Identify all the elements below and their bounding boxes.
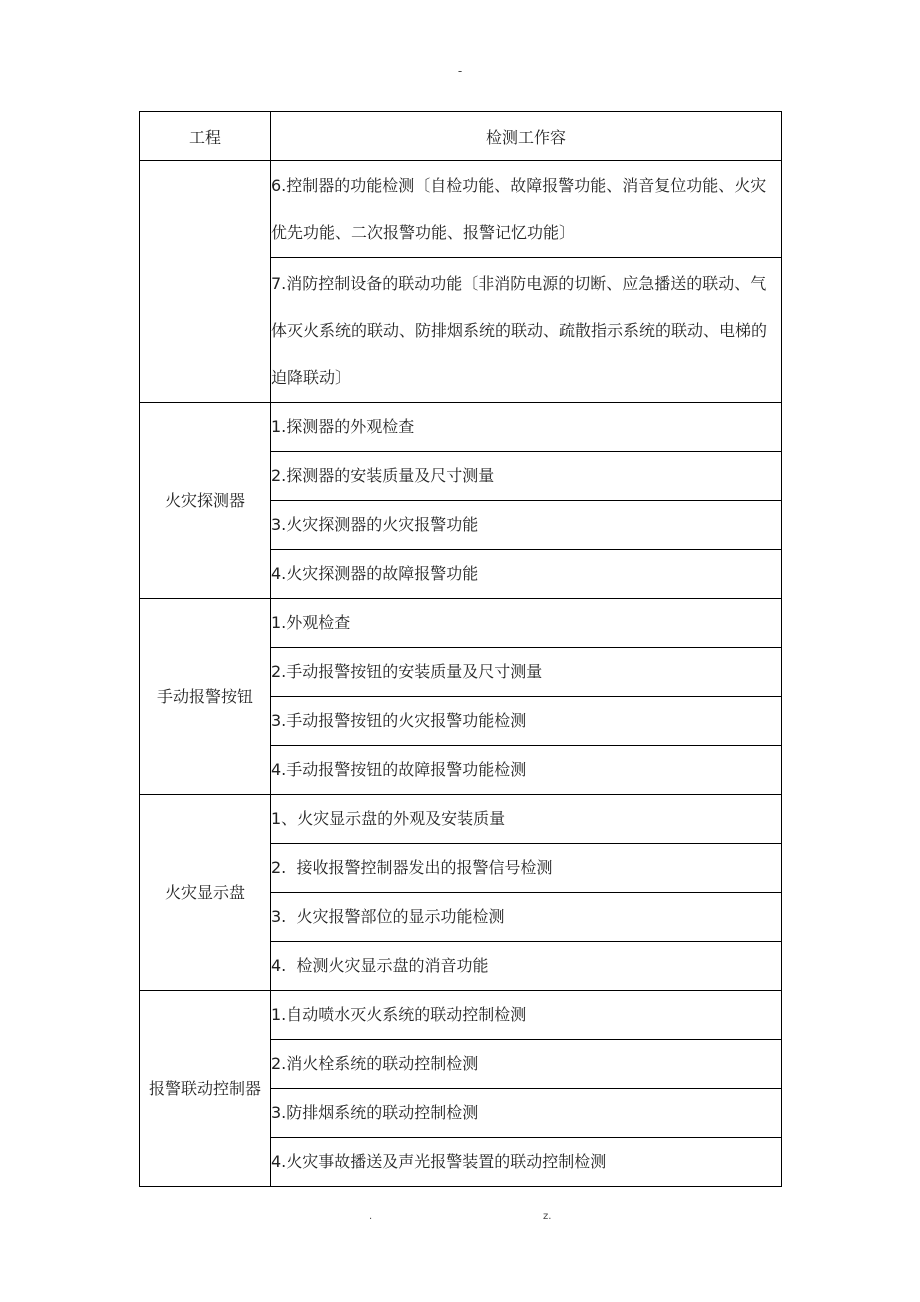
group-item-cell: 报警联动控制器: [140, 991, 271, 1187]
table-row: [140, 991, 782, 1040]
content-cell: 7.消防控制设备的联动功能〔非消防电源的切断、应急播送的联动、气体灭火系统的联动、防排烟系统的联动、疏散指示系统的联动、电梯的迫降联动〕: [271, 258, 782, 403]
content-cell: 1.外观检查: [271, 599, 782, 648]
content-cell: 4.手动报警按钮的故障报警功能检测: [271, 746, 782, 795]
table-row: [140, 795, 782, 844]
content-cell: 6.控制器的功能检测〔自检功能、故障报警功能、消音复位功能、火灾优先功能、二次报警功能、报警记忆功能〕: [271, 161, 782, 258]
content-cell: 3. 火灾报警部位的显示功能检测: [271, 893, 782, 942]
content-cell: 2.手动报警按钮的安装质量及尺寸测量: [271, 648, 782, 697]
table-row: [140, 403, 782, 452]
group-item-cell: 火灾显示盘: [140, 795, 271, 991]
content-cell: 1、火灾显示盘的外观及安装质量: [271, 795, 782, 844]
content-cell: 4. 检测火灾显示盘的消音功能: [271, 942, 782, 991]
content-cell: 3.防排烟系统的联动控制检测: [271, 1089, 782, 1138]
content-cell: 2.消火栓系统的联动控制检测: [271, 1040, 782, 1089]
content-cell: 3.手动报警按钮的火灾报警功能检测: [271, 697, 782, 746]
page-header-mark: -: [457, 64, 463, 78]
group-item-cell: 火灾探测器: [140, 403, 271, 599]
header-content: 检测工作容: [271, 112, 782, 161]
page-footer-left-mark: .: [369, 1211, 373, 1222]
content-cell: 2. 接收报警控制器发出的报警信号检测: [271, 844, 782, 893]
content-cell: 4.火灾事故播送及声光报警装置的联动控制检测: [271, 1138, 782, 1187]
table-row: [140, 161, 782, 258]
content-cell: 1.自动喷水灭火系统的联动控制检测: [271, 991, 782, 1040]
header-item: 工程: [140, 112, 271, 161]
group-item-cell: 手动报警按钮: [140, 599, 271, 795]
page-footer-right-mark: z.: [543, 1211, 552, 1222]
content-cell: 3.火灾探测器的火灾报警功能: [271, 501, 782, 550]
content-cell: 4.火灾探测器的故障报警功能: [271, 550, 782, 599]
group-item-cell: [140, 161, 271, 403]
inspection-table: [139, 111, 782, 1187]
content-cell: 2.探测器的安装质量及尺寸测量: [271, 452, 782, 501]
table-header-row: [140, 112, 782, 161]
table-row: [140, 599, 782, 648]
content-cell: 1.探测器的外观检查: [271, 403, 782, 452]
